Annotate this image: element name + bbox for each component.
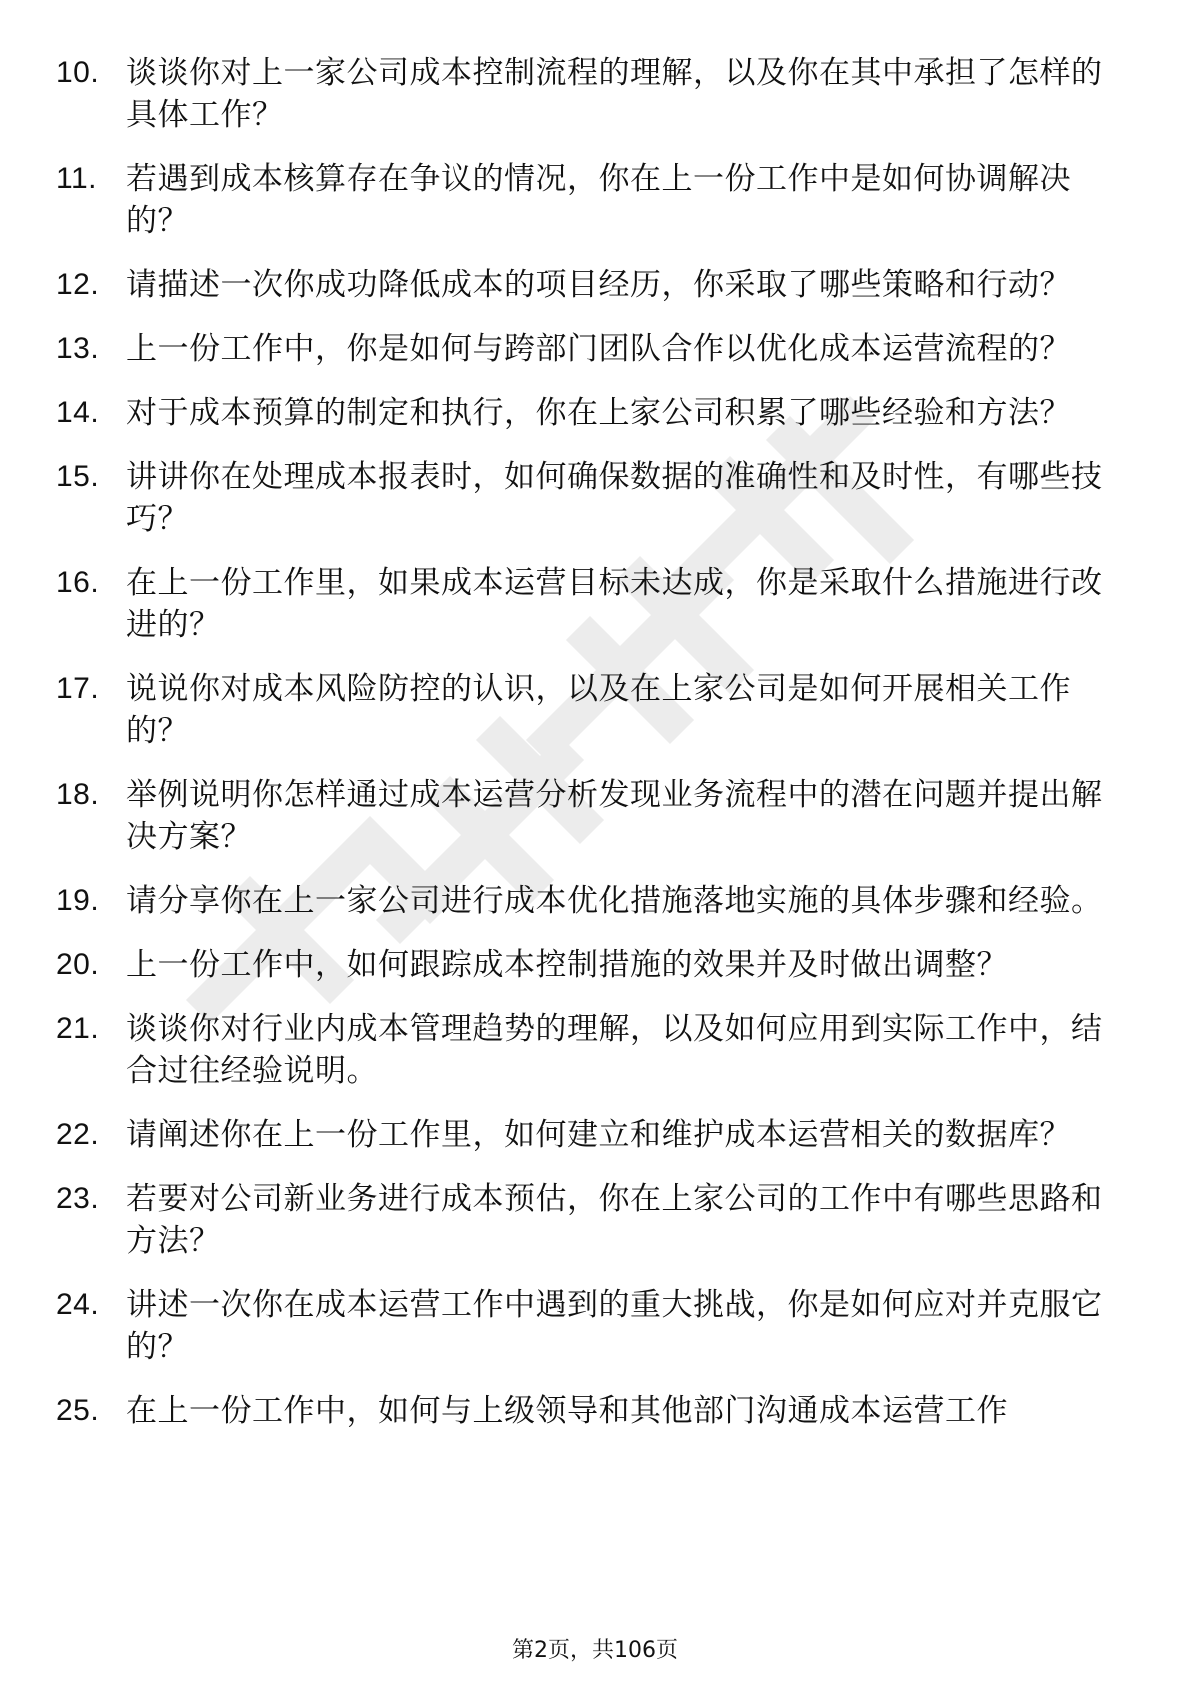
question-text: 说说你对成本风险防控的认识，以及在上家公司是如何开展相关工作的？	[126, 671, 1071, 749]
question-item	[56, 668, 1106, 752]
question-text: 上一份工作中，如何跟踪成本控制措施的效果并及时做出调整？	[126, 947, 1008, 983]
question-text: 若遇到成本核算存在争议的情况，你在上一份工作中是如何协调解决的？	[126, 161, 1071, 239]
question-number: 11.	[56, 162, 97, 195]
question-number: 21.	[56, 1012, 100, 1045]
question-item	[56, 1284, 1106, 1368]
question-text: 请描述一次你成功降低成本的项目经历，你采取了哪些策略和行动？	[126, 267, 1071, 303]
question-number: 12.	[56, 268, 100, 301]
question-number: 10.	[56, 56, 100, 89]
question-item	[56, 328, 1106, 370]
question-number: 20.	[56, 948, 100, 981]
question-number: 13.	[56, 332, 100, 365]
question-item	[56, 774, 1106, 858]
question-text: 请分享你在上一家公司进行成本优化措施落地实施的具体步骤和经验。	[126, 883, 1103, 919]
question-list	[56, 52, 1106, 1432]
question-item	[56, 456, 1106, 540]
question-number: 25.	[56, 1394, 100, 1427]
question-item	[56, 562, 1106, 646]
question-text: 讲述一次你在成本运营工作中遇到的重大挑战，你是如何应对并克服它的？	[126, 1287, 1103, 1365]
question-item	[56, 52, 1106, 136]
question-text: 举例说明你怎样通过成本运营分析发现业务流程中的潜在问题并提出解决方案？	[126, 777, 1103, 855]
question-number: 16.	[56, 566, 100, 599]
question-number: 18.	[56, 778, 100, 811]
question-item	[56, 392, 1106, 434]
question-item	[56, 880, 1106, 922]
question-number: 24.	[56, 1288, 100, 1321]
question-text: 请阐述你在上一份工作里，如何建立和维护成本运营相关的数据库？	[126, 1117, 1071, 1153]
question-text: 若要对公司新业务进行成本预估，你在上家公司的工作中有哪些思路和方法？	[126, 1181, 1103, 1259]
question-number: 14.	[56, 396, 100, 429]
question-number: 17.	[56, 672, 100, 705]
question-item	[56, 264, 1106, 306]
question-item	[56, 1178, 1106, 1262]
question-text: 在上一份工作里，如果成本运营目标未达成，你是采取什么措施进行改进的？	[126, 565, 1103, 643]
question-item	[56, 158, 1106, 242]
question-text: 谈谈你对行业内成本管理趋势的理解，以及如何应用到实际工作中，结合过往经验说明。	[126, 1011, 1103, 1089]
question-item	[56, 1008, 1106, 1092]
question-number: 23.	[56, 1182, 100, 1215]
question-text: 讲讲你在处理成本报表时，如何确保数据的准确性和及时性，有哪些技巧？	[126, 459, 1103, 537]
question-number: 22.	[56, 1118, 100, 1151]
question-number: 15.	[56, 460, 100, 493]
question-text: 对于成本预算的制定和执行，你在上家公司积累了哪些经验和方法？	[126, 395, 1071, 431]
question-text: 在上一份工作中，如何与上级领导和其他部门沟通成本运营工作	[126, 1393, 1008, 1429]
question-text: 上一份工作中，你是如何与跨部门团队合作以优化成本运营流程的？	[126, 331, 1071, 367]
question-item	[56, 1114, 1106, 1156]
question-item	[56, 1390, 1106, 1432]
question-number: 19.	[56, 884, 100, 917]
page-footer: 第2页，共106页	[512, 1638, 678, 1663]
question-item	[56, 944, 1106, 986]
question-text: 谈谈你对上一家公司成本控制流程的理解，以及你在其中承担了怎样的具体工作？	[126, 55, 1103, 133]
